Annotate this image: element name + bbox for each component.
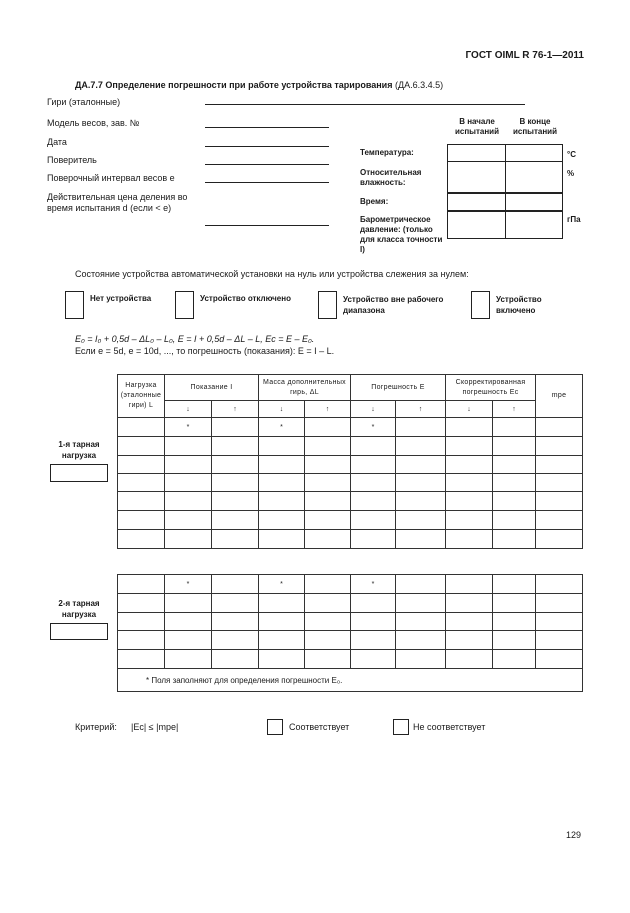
table-cell[interactable] [396,594,446,613]
table-cell[interactable] [305,418,351,437]
star-marker[interactable]: * [259,418,305,437]
table-cell[interactable] [259,456,305,474]
table-cell[interactable] [212,492,259,511]
table-cell[interactable] [446,418,493,437]
table-row [118,631,583,650]
table-cell[interactable] [165,437,212,456]
table-cell[interactable] [212,474,259,492]
table-cell[interactable] [493,456,536,474]
formula-line-1: E₀ = I₀ + 0,5d – ΔL₀ – L₀, E = I + 0,5d – ΔL – L, Ec = E – E₀. [75,334,315,344]
env-humidity-start[interactable] [447,161,506,193]
footnote-row [118,669,583,692]
arrow-down-icon: ↓ [446,401,493,418]
tare-1-label: 1-я тарная нагрузка [58,440,100,460]
env-unit-humidity: % [567,169,575,178]
table-row [118,511,583,530]
option-disabled-checkbox[interactable] [175,291,194,319]
section-title [75,80,443,90]
table-cell[interactable] [446,511,493,530]
table-cell[interactable] [536,613,583,631]
star-marker[interactable]: * [259,575,305,594]
env-humidity-end[interactable] [505,161,563,193]
table-cell[interactable] [493,418,536,437]
table-cell[interactable] [212,594,259,613]
error-table-2 [117,574,583,692]
table-cell[interactable] [396,492,446,511]
arrow-down-icon: ↓ [351,401,396,418]
table-cell[interactable] [305,492,351,511]
table-cell[interactable] [351,511,396,530]
env-pressure-start[interactable] [447,211,506,239]
table-cell[interactable] [446,474,493,492]
field-label-verifier: Поверитель [47,155,97,165]
table-cell[interactable] [396,613,446,631]
table-cell[interactable] [396,530,446,549]
option-enabled-label: Устройство включено [496,295,542,315]
table-cell[interactable] [396,456,446,474]
table-cell[interactable] [493,530,536,549]
table-row [118,474,583,492]
table-cell[interactable] [212,575,259,594]
col-header-corrected-error: Скорректированная погрешность Ec [446,375,536,401]
table-cell[interactable] [536,650,583,669]
env-time-end[interactable] [505,193,563,211]
table-cell[interactable] [165,511,212,530]
field-label-model: Модель весов, зав. № [47,118,140,128]
table-cell[interactable] [446,530,493,549]
table-cell[interactable] [493,511,536,530]
table-cell[interactable] [351,492,396,511]
table-row [118,594,583,613]
field-line-interval[interactable] [205,182,329,183]
table-row [118,437,583,456]
table-cell[interactable] [165,474,212,492]
table-cell[interactable] [351,631,396,650]
env-unit-temperature: °C [567,150,576,159]
col-header-indication: Показание I [165,375,259,401]
table-cell[interactable] [493,594,536,613]
table-cell[interactable] [165,530,212,549]
table-cell[interactable] [493,613,536,631]
field-line-weights[interactable] [205,104,525,105]
field-label-date: Дата [47,137,67,147]
table-cell[interactable] [446,613,493,631]
option-disabled-label: Устройство отключено [200,294,291,303]
table-cell[interactable] [446,594,493,613]
table-footnote: * Поля заполняют для определения погрешности E₀. [118,669,583,692]
col-header-error: Погрешность E [351,375,446,401]
table-cell[interactable] [536,492,583,511]
table-cell[interactable] [212,650,259,669]
table-cell[interactable] [118,575,165,594]
zero-status-prompt: Состояние устройства автоматической установки на нуль или устройства слежения за нулем: [75,269,469,279]
table-cell[interactable] [493,631,536,650]
table-cell[interactable] [446,631,493,650]
page-number: 129 [566,830,582,840]
table-row [118,575,583,594]
table-cell[interactable] [212,437,259,456]
option-no-device-checkbox[interactable] [65,291,84,319]
arrow-up-icon: ↑ [493,401,536,418]
table-cell[interactable] [165,492,212,511]
option-enabled-checkbox[interactable] [471,291,490,319]
field-label-weights: Гири (эталонные) [47,97,121,107]
table-cell[interactable] [446,575,493,594]
table-cell[interactable] [396,437,446,456]
table-cell[interactable] [118,650,165,669]
table-cell[interactable] [446,456,493,474]
arrow-up-icon: ↑ [396,401,446,418]
criterion-pass-label: Соответствует [289,722,350,732]
table-cell[interactable] [305,613,351,631]
table-cell[interactable] [212,631,259,650]
table-cell[interactable] [493,474,536,492]
table-cell[interactable] [396,650,446,669]
env-col-start: В начале испытаний [454,117,500,136]
table-cell[interactable] [118,613,165,631]
table-cell[interactable] [212,456,259,474]
criterion-fail-checkbox[interactable] [393,719,409,735]
table-cell[interactable] [351,594,396,613]
table-cell[interactable] [536,594,583,613]
col-header-load: Нагрузка (эталонные гири) L [118,375,165,418]
table-cell[interactable] [351,456,396,474]
table-cell[interactable] [118,418,165,437]
arrow-up-icon: ↑ [305,401,351,418]
table-cell[interactable] [351,474,396,492]
table-cell[interactable] [305,575,351,594]
section-ref: (ДА.6.3.4.5) [394,80,444,90]
table-cell[interactable] [118,492,165,511]
table-cell[interactable] [536,631,583,650]
table-cell[interactable] [396,511,446,530]
arrow-up-icon: ↑ [212,401,259,418]
table-row [118,456,583,474]
env-label-pressure: Барометрическое давление: (только для класса точности I) [360,215,443,254]
table-cell[interactable] [396,575,446,594]
env-time-start[interactable] [447,193,506,211]
table-cell[interactable] [396,631,446,650]
table-cell[interactable] [165,650,212,669]
option-no-device-label: Нет устройства [90,294,152,303]
formula-line-2: Если e = 5d, e = 10d, ..., то погрешность (показания): E = I – L. [75,346,335,356]
arrow-down-icon: ↓ [259,401,305,418]
table-cell[interactable] [259,650,305,669]
table-row [118,418,583,437]
table-cell[interactable] [118,594,165,613]
table-cell[interactable] [212,613,259,631]
field-label-interval: Поверочный интервал весов е [47,173,175,183]
section-title-text: ДА.7.7 Определение погрешности при работе устройства тарирования [75,80,393,90]
field-line-division[interactable] [205,225,329,226]
table-cell[interactable] [259,511,305,530]
table-cell[interactable] [259,530,305,549]
table-cell[interactable] [396,418,446,437]
standard-header: ГОСТ OIML R 76-1—2011 [465,50,584,61]
table-cell[interactable] [305,474,351,492]
table-cell[interactable] [351,530,396,549]
table-cell[interactable] [212,418,259,437]
tare-1-value-box[interactable] [50,464,108,482]
table-row [118,650,583,669]
table-cell[interactable] [259,613,305,631]
env-label-humidity: Относительная влажность: [360,168,422,187]
table-cell[interactable] [118,437,165,456]
star-marker[interactable]: * [351,575,396,594]
field-label-division: Действительная цена деления во время испытания d (если < e) [47,192,188,213]
env-unit-pressure: гПа [567,215,581,224]
table-cell[interactable] [305,631,351,650]
field-line-date[interactable] [205,146,329,147]
table-cell[interactable] [446,492,493,511]
table-cell[interactable] [305,594,351,613]
field-line-verifier[interactable] [205,164,329,165]
table-cell[interactable] [351,613,396,631]
env-temp-start[interactable] [447,144,506,162]
table-cell[interactable] [118,511,165,530]
table-cell[interactable] [305,530,351,549]
table-cell[interactable] [351,650,396,669]
star-marker[interactable]: * [165,575,212,594]
env-col-end: В конце испытаний [512,117,558,136]
table-cell[interactable] [259,437,305,456]
table-cell[interactable] [396,474,446,492]
table-cell[interactable] [118,474,165,492]
table-cell[interactable] [536,575,583,594]
table-cell[interactable] [305,437,351,456]
env-label-time: Время: [360,197,389,206]
arrow-down-icon: ↓ [165,401,212,418]
star-marker[interactable]: * [351,418,396,437]
table-cell[interactable] [536,456,583,474]
table-cell[interactable] [351,437,396,456]
criterion-expression: |Ec| ≤ |mpe| [131,722,179,732]
table-cell[interactable] [493,650,536,669]
star-marker[interactable]: * [165,418,212,437]
table-cell[interactable] [305,511,351,530]
table-cell[interactable] [259,492,305,511]
table-cell[interactable] [536,530,583,549]
table-cell[interactable] [493,437,536,456]
table-cell[interactable] [165,594,212,613]
criterion-fail-label: Не соответствует [413,722,486,732]
env-label-temperature: Температура: [360,148,414,157]
table-row [118,492,583,511]
criterion-pass-checkbox[interactable] [267,719,283,735]
table-cell[interactable] [259,631,305,650]
table-cell[interactable] [536,418,583,437]
table-cell[interactable] [212,511,259,530]
criterion-label: Критерий: [75,722,117,732]
table-cell[interactable] [446,650,493,669]
env-temp-end[interactable] [505,144,563,162]
tare-2-value-box[interactable] [50,623,108,640]
table-cell[interactable] [165,456,212,474]
option-out-of-range-label: Устройство вне рабочего диапазона [343,295,444,315]
table-cell[interactable] [212,530,259,549]
table-cell[interactable] [118,530,165,549]
col-header-mpe: mpe [536,375,583,418]
table-cell[interactable] [536,437,583,456]
table-cell[interactable] [305,650,351,669]
table-cell[interactable] [118,631,165,650]
table-row [118,613,583,631]
table-cell[interactable] [493,575,536,594]
table-cell[interactable] [446,437,493,456]
env-pressure-end[interactable] [505,211,563,239]
col-header-added-mass: Масса дополнительных гирь, ΔL [259,375,351,401]
table-row [118,530,583,549]
table-cell[interactable] [259,474,305,492]
table-cell[interactable] [259,594,305,613]
table-cell[interactable] [165,613,212,631]
field-line-model[interactable] [205,127,329,128]
table-cell[interactable] [165,631,212,650]
option-out-of-range-checkbox[interactable] [318,291,337,319]
error-table-1 [117,374,583,549]
table-cell[interactable] [493,492,536,511]
table-cell[interactable] [536,511,583,530]
table-cell[interactable] [305,456,351,474]
table-cell[interactable] [118,456,165,474]
tare-2-label: 2-я тарная нагрузка [58,599,100,619]
table-cell[interactable] [536,474,583,492]
